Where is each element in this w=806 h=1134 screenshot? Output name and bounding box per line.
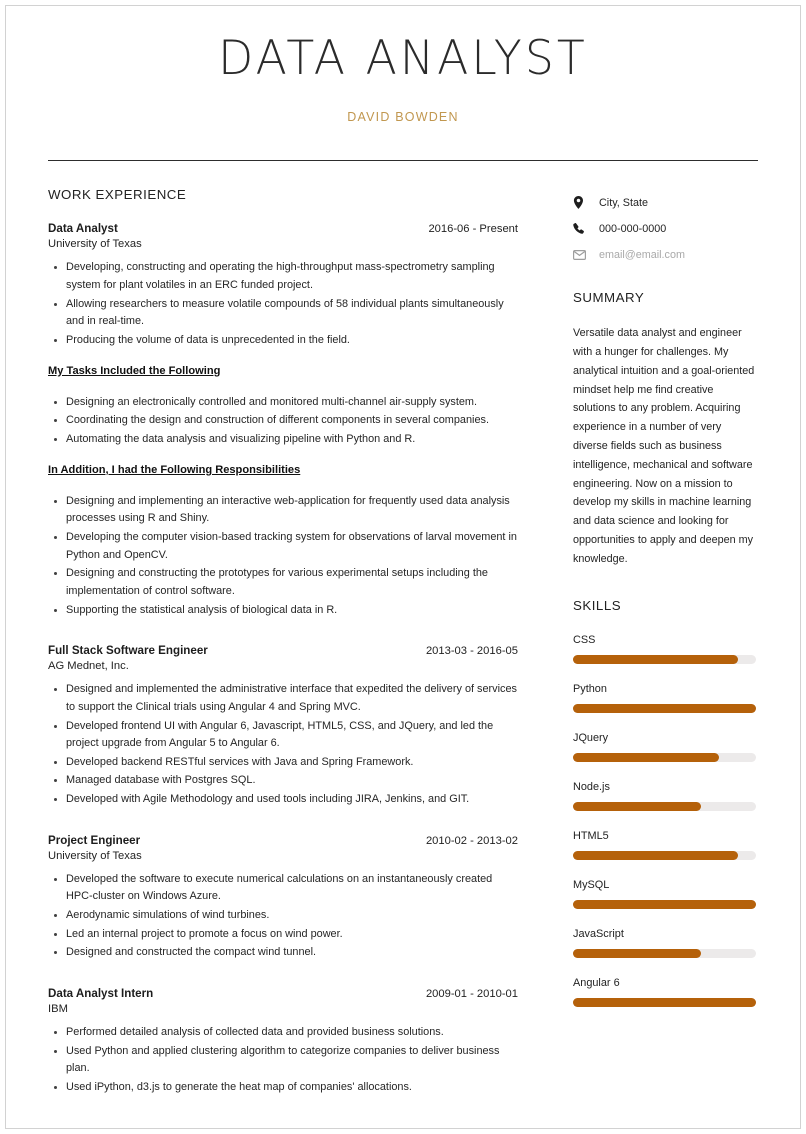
skill-name: CSS [573,633,596,646]
phone-icon [573,223,591,235]
skills-section [573,598,758,1007]
skill-name: Node.js [573,780,610,793]
skill-item [573,928,758,958]
contact-text: 000-000-0000 [599,223,667,236]
skill-name: JavaScript [573,927,624,940]
main-column [48,187,518,1121]
bullet-item: Developing the computer vision-based tracking system for observations of larval movement in Python and OpenCV. [48,529,518,564]
skill-level-bar [573,802,756,811]
job-header [48,222,518,235]
candidate-name: DAVID BOWDEN [347,110,459,125]
job-organization: AG Mednet, Inc. [48,660,129,673]
bullet-item: Developed frontend UI with Angular 6, Javascript, HTML5, CSS, and JQuery, and led the project upgrade from Angular 5 to Angular 6. [48,718,518,753]
job-dates: 2010-02 - 2013-02 [425,834,518,847]
skill-level-fill [573,851,738,860]
contact-text: City, State [599,196,649,209]
contact-row [573,196,758,209]
skill-item [573,634,758,664]
job-entry [48,222,518,630]
bullet-item: Producing the volume of data is unprecedented in the field. [48,332,518,350]
job-spacer [48,1098,518,1108]
sidebar-column [573,187,758,1025]
bullet-item: Coordinating the design and construction of different components in several companies. [48,412,518,430]
bullet-item: Designing an electronically controlled and monitored multi-channel air-supply system. [48,394,518,412]
skill-level-fill [573,900,756,909]
skill-level-bar [573,851,756,860]
skill-name: Python [573,682,607,695]
job-entry [48,834,518,973]
job-entry [48,644,518,820]
job-title: Data Analyst Intern [48,987,154,1001]
skill-level-fill [573,704,756,713]
job-subsection-heading: In Addition, I had the Following Responsibilities [48,463,301,476]
bullet-item: Developed the software to execute numerical calculations on an instantaneously created HPC-cluster on Windows Azure. [48,871,518,906]
skill-level-bar [573,753,756,762]
bullet-list [48,871,518,962]
job-spacer [48,963,518,973]
skill-level-fill [573,949,701,958]
skill-name: HTML5 [573,829,609,842]
bullet-item: Developed backend RESTful services with Java and Spring Framework. [48,754,518,772]
skill-item [573,977,758,1007]
job-header [48,834,518,847]
bullet-list [48,1024,518,1097]
bullet-item: Developing, constructing and operating the high-throughput mass-spectrometry sampling system for plant volatiles in an ERC funded project. [48,259,518,294]
header-divider [48,160,758,161]
section-title-summary: SUMMARY [573,290,645,306]
bullet-item: Developed with Agile Methodology and used tools including JIRA, Jenkins, and GIT. [48,791,518,809]
bullet-item: Led an internal project to promote a focus on wind power. [48,926,518,944]
bullet-list [48,681,518,809]
skill-item [573,830,758,860]
job-dates: 2016-06 - Present [428,223,518,236]
job-dates: 2009-01 - 2010-01 [425,988,518,1001]
skill-name: Angular 6 [573,976,620,989]
job-organization: IBM [48,1003,68,1016]
skill-level-fill [573,753,719,762]
skill-level-bar [573,998,756,1007]
job-title: Project Engineer [48,833,141,847]
skill-item [573,732,758,762]
summary-text: Versatile data analyst and engineer with a hunger for challenges. My analytical intuition and a goal-oriented mindset help me find creative solutions to any problem. Acquiring experience in a number of very diverse fields such as business intelligence, mechanical and software engineering. Now on a mission to develop my skills in machine learning and data science and looking for opportunities to apply and deepen my knowledge. [573,327,755,565]
summary-section [573,290,758,568]
contact-list [573,196,758,261]
work-experience-list [48,222,518,1107]
bullet-item: Designed and constructed the compact wind tunnel. [48,944,518,962]
bullet-list [48,259,518,349]
bullet-item: Designed and implemented the administrative interface that expedited the delivery of services to support the Clinical trials using Angular 4 and Spring MVC. [48,681,518,716]
skill-level-bar [573,900,756,909]
bullet-item: Used iPython, d3.js to generate the heat map of companies' allocations. [48,1079,518,1097]
job-organization: University of Texas [48,238,142,251]
skill-item [573,781,758,811]
envelope-icon [573,250,591,260]
section-title-work-experience: WORK EXPERIENCE [48,187,187,203]
contact-row [573,223,758,235]
bullet-item: Supporting the statistical analysis of biological data in R. [48,602,518,620]
bullet-list [48,394,518,449]
bullet-item: Automating the data analysis and visualizing pipeline with Python and R. [48,431,518,449]
skill-item [573,683,758,713]
bullet-list [48,493,518,620]
bullet-item: Managed database with Postgres SQL. [48,772,518,790]
bullet-item: Designing and implementing an interactive web-application for frequently used data analysis processes using R and Shiny. [48,493,518,528]
job-subsection-heading: My Tasks Included the Following [48,364,221,377]
skill-level-fill [573,998,756,1007]
job-spacer [48,810,518,820]
contact-text: email@email.com [599,249,685,262]
skill-item [573,879,758,909]
location-pin-icon [573,196,591,209]
page-title: DATA ANALYST [218,31,588,86]
skill-name: MySQL [573,878,610,891]
job-header [48,987,518,1000]
job-dates: 2013-03 - 2016-05 [425,645,518,658]
skill-level-fill [573,802,701,811]
job-title: Data Analyst [48,222,118,236]
contact-row [573,249,758,261]
skill-name: JQuery [573,731,609,744]
skill-level-bar [573,655,756,664]
resume-header [48,0,758,161]
job-title: Full Stack Software Engineer [48,644,208,658]
bullet-item: Performed detailed analysis of collected data and provided business solutions. [48,1024,518,1042]
job-header [48,644,518,657]
resume-body [48,187,758,1121]
skills-list [573,634,758,1007]
skill-level-bar [573,949,756,958]
job-entry [48,987,518,1108]
bullet-item: Used Python and applied clustering algorithm to categorize companies to deliver business plan. [48,1043,518,1078]
bullet-item: Allowing researchers to measure volatile compounds of 58 individual plants simultaneously and in real-time. [48,296,518,331]
job-spacer [48,620,518,630]
job-organization: University of Texas [48,849,142,862]
bullet-item: Aerodynamic simulations of wind turbines. [48,907,518,925]
skill-level-fill [573,655,738,664]
skill-level-bar [573,704,756,713]
bullet-item: Designing and constructing the prototypes for various experimental setups including the implementation of control software. [48,565,518,600]
section-title-skills: SKILLS [573,597,622,613]
